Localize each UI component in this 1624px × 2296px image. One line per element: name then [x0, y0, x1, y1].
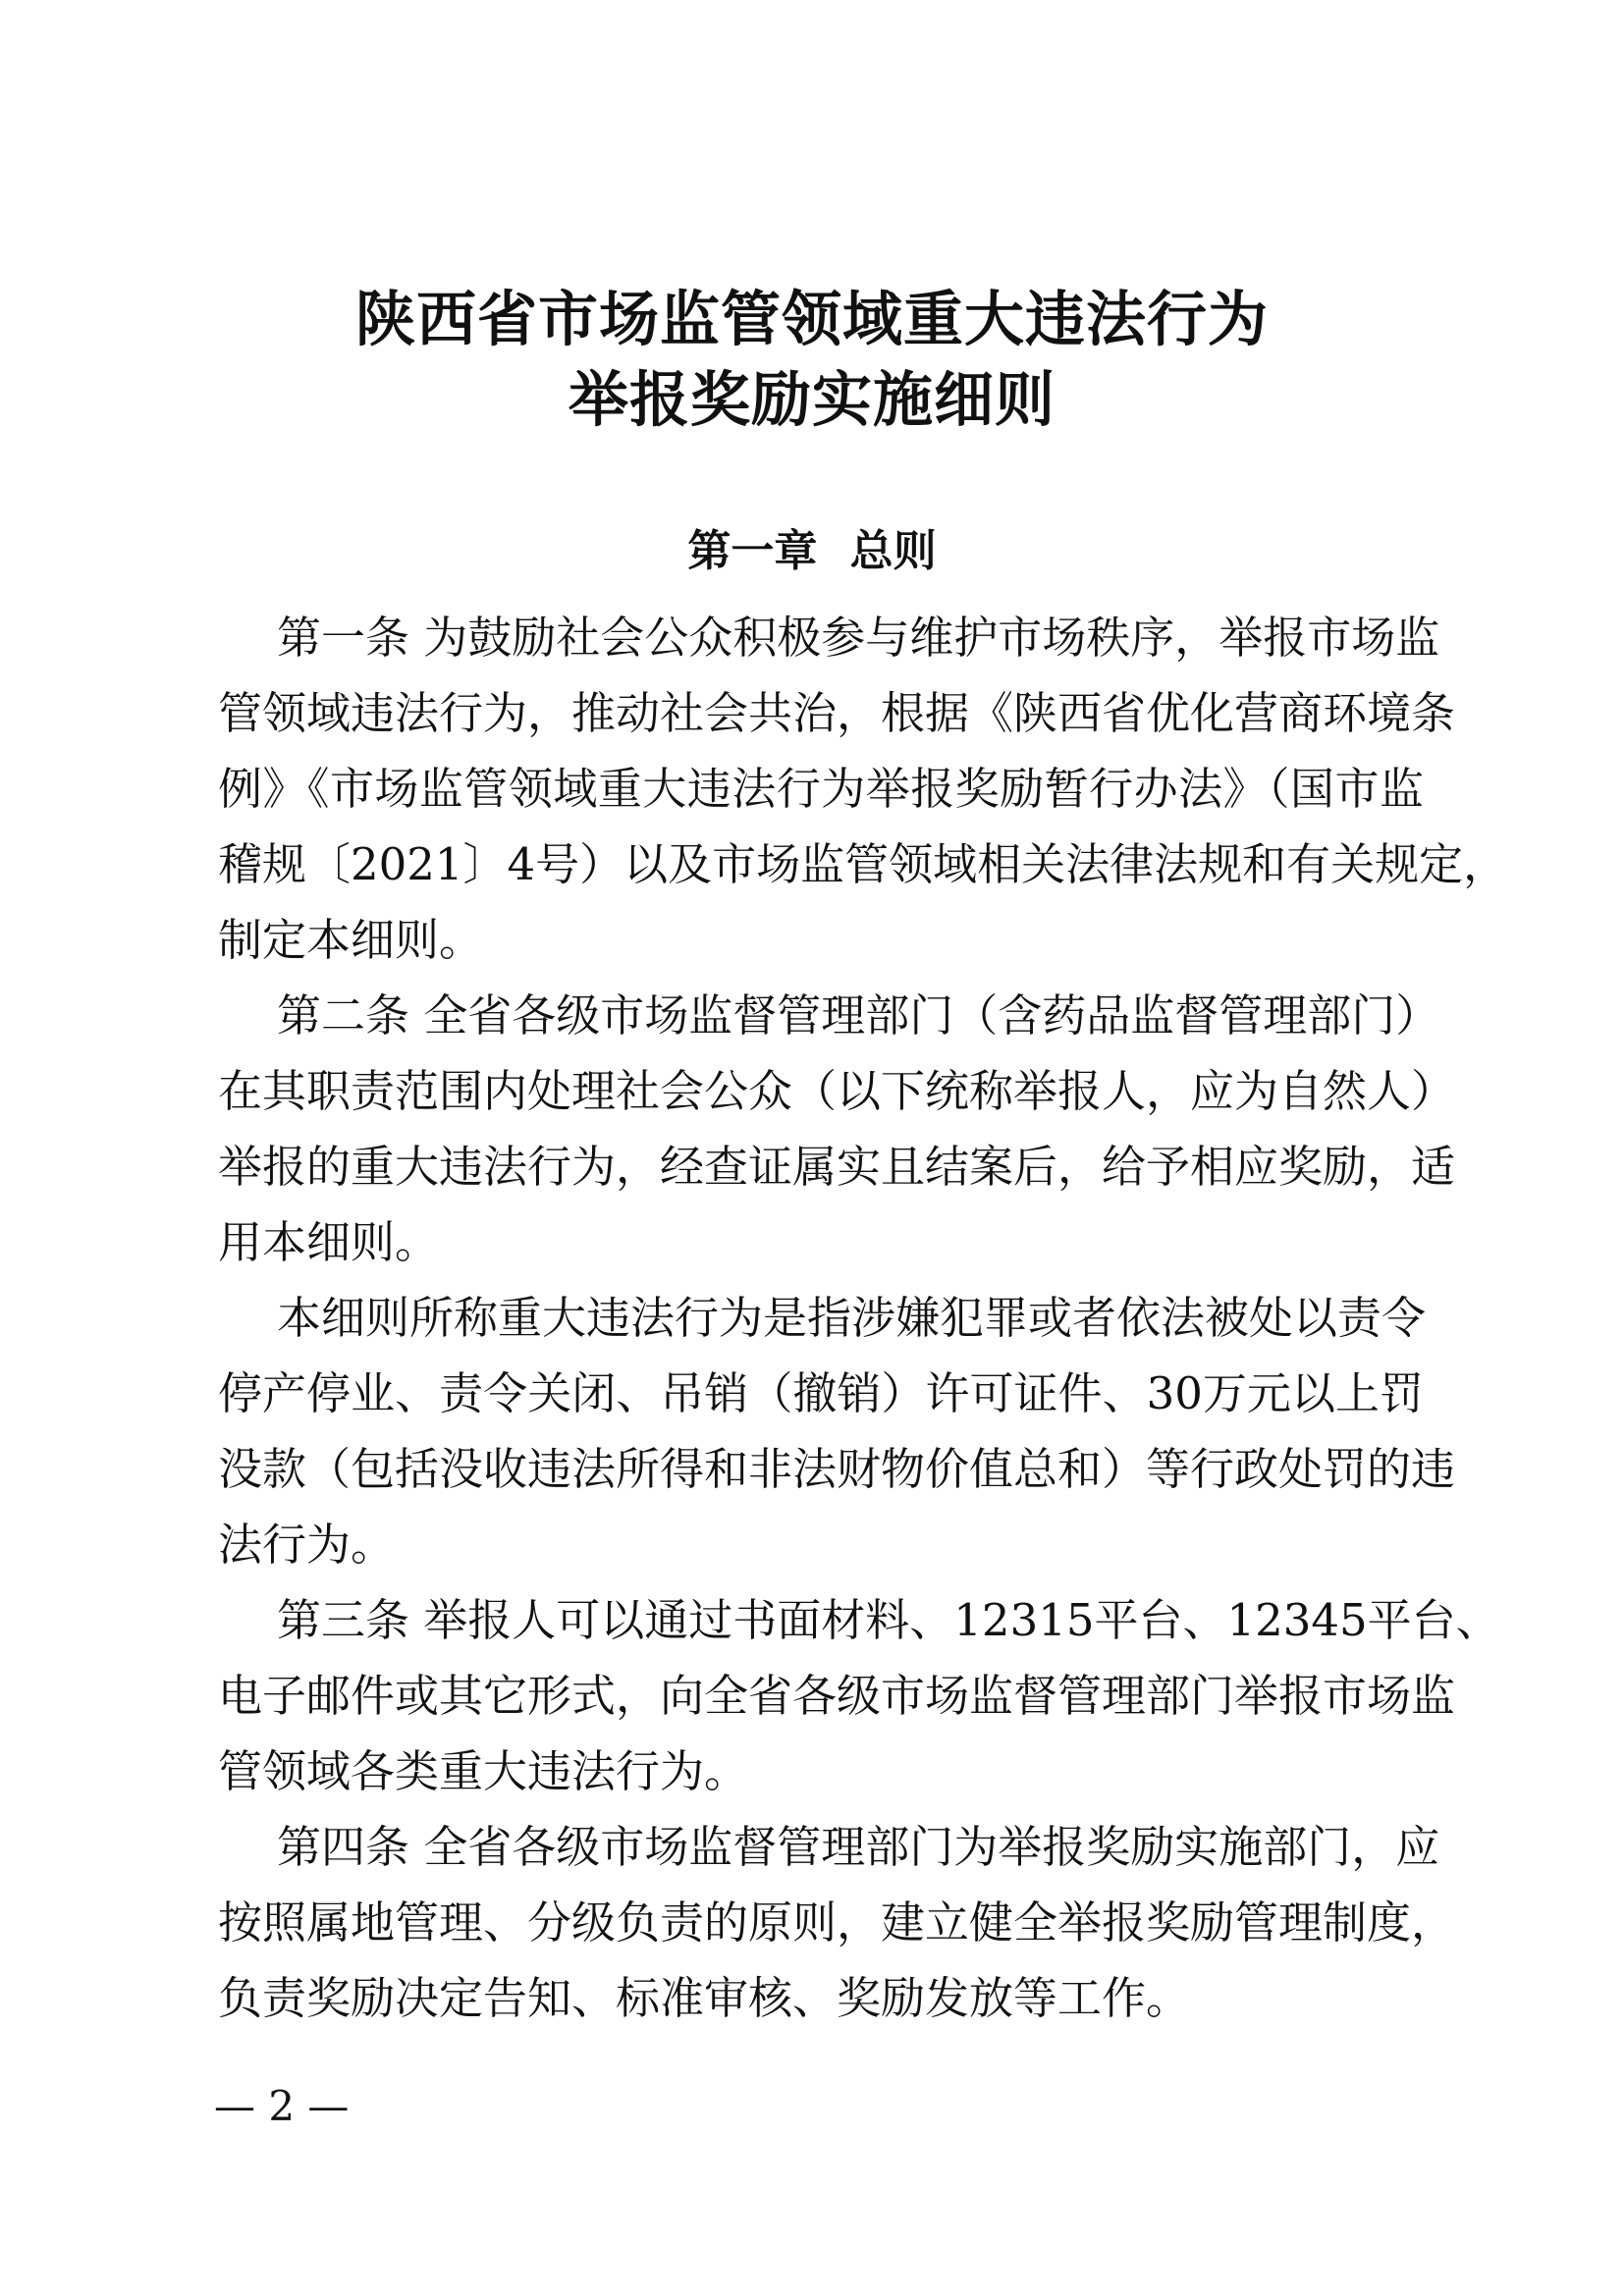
- body-line: 本细则所称重大违法行为是指涉嫌犯罪或者依法被处以责令: [277, 1292, 1427, 1344]
- document-title-line-1: 陕西省市场监管领域重大违法行为: [354, 285, 1269, 354]
- body-line: 电子邮件或其它形式，向全省各级市场监督管理部门举报市场监: [218, 1670, 1456, 1722]
- chapter-heading: 第一章 总则: [687, 526, 937, 576]
- body-line: 没款（包括没收违法所得和非法财物价值总和）等行政处罚的违: [218, 1443, 1456, 1495]
- body-line: 稽规〔2021〕4号）以及市场监管领域相关法律法规和有关规定，: [218, 838, 1508, 890]
- body-line: 按照属地管理、分级负责的原则，建立健全举报奖励管理制度，: [218, 1896, 1456, 1949]
- body-line: 用本细则。: [218, 1216, 440, 1268]
- body-line: 第四条 全省各级市场监督管理部门为举报奖励实施部门，应: [277, 1821, 1440, 1873]
- page-number: — 2 —: [214, 2082, 350, 2130]
- body-line: 管领域各类重大违法行为。: [218, 1745, 749, 1797]
- body-line: 第一条 为鼓励社会公众积极参与维护市场秩序，举报市场监: [277, 612, 1440, 664]
- body-line: 负责奖励决定告知、标准审核、奖励发放等工作。: [218, 1972, 1191, 2024]
- body-line: 举报的重大违法行为，经查证属实且结案后，给予相应奖励，适: [218, 1141, 1456, 1193]
- body-line: 第二条 全省各级市场监督管理部门（含药品监督管理部门）: [277, 989, 1440, 1041]
- body-line: 在其职责范围内处理社会公众（以下统称举报人，应为自然人）: [218, 1065, 1456, 1117]
- body-line: 第三条 举报人可以通过书面材料、12315平台、12345平台、: [277, 1594, 1500, 1646]
- body-line: 制定本细则。: [218, 914, 484, 966]
- body-line: 管领域违法行为，推动社会共治，根据《陕西省优化营商环境条: [218, 687, 1456, 739]
- document-title-line-2: 举报奖励实施细则: [568, 365, 1056, 435]
- body-line: 法行为。: [218, 1519, 396, 1571]
- body-line: 停产停业、责令关闭、吊销（撤销）许可证件、30万元以上罚: [218, 1367, 1424, 1419]
- body-line: 例》《市场监管领域重大违法行为举报奖励暂行办法》（国市监: [218, 763, 1424, 815]
